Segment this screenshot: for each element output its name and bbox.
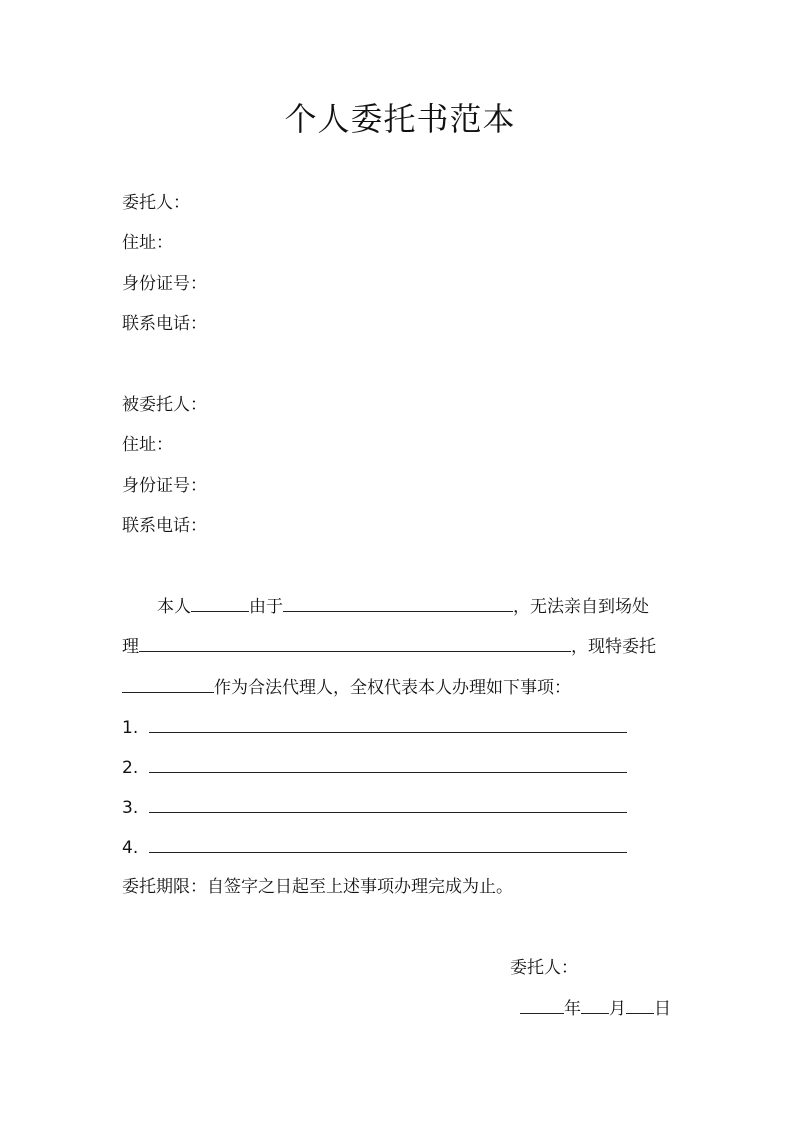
principal-name-label: 委托人：	[122, 193, 190, 213]
body-text-as-agent: 作为合法代理人，全权代表本人办理如下事项：	[214, 678, 571, 698]
item-row-3	[122, 797, 627, 819]
agent-address-label: 住址：	[122, 435, 173, 455]
body-line-1	[157, 596, 649, 618]
item-blank-4[interactable]	[149, 837, 627, 853]
year-label: 年	[564, 999, 581, 1019]
blank-matter[interactable]	[139, 636, 571, 652]
blank-principal-name[interactable]	[191, 596, 249, 612]
body-text-cannot-attend: ，无法亲自到场处	[513, 597, 649, 617]
signature-label: 委托人：	[510, 958, 578, 978]
body-text-self: 本人	[157, 597, 191, 617]
body-text-due-to: 由于	[249, 597, 283, 617]
principal-address-label: 住址：	[122, 233, 173, 253]
item-number: 1.	[122, 718, 139, 738]
blank-reason[interactable]	[283, 596, 513, 612]
month-label: 月	[609, 999, 626, 1019]
principal-phone-label: 联系电话：	[122, 314, 207, 334]
item-row-2	[122, 757, 627, 779]
day-label: 日	[654, 999, 671, 1019]
item-number: 2.	[122, 758, 139, 778]
body-text-hereby-entrust: ，现特委托	[571, 637, 656, 657]
blank-agent-name[interactable]	[122, 677, 214, 693]
item-number: 3.	[122, 798, 139, 818]
item-blank-1[interactable]	[149, 717, 627, 733]
item-row-4	[122, 837, 627, 859]
item-blank-3[interactable]	[149, 797, 627, 813]
body-line-2	[122, 636, 656, 658]
blank-year[interactable]	[520, 998, 564, 1014]
term-text: 委托期限：自签字之日起至上述事项办理完成为止。	[122, 877, 513, 897]
item-row-1	[122, 717, 627, 739]
principal-id-label: 身份证号：	[122, 274, 207, 294]
document-title: 个人委托书范本	[284, 100, 516, 138]
signature-date	[520, 998, 671, 1020]
item-blank-2[interactable]	[149, 757, 627, 773]
agent-phone-label: 联系电话：	[122, 516, 207, 536]
blank-day[interactable]	[626, 998, 654, 1014]
agent-name-label: 被委托人：	[122, 395, 207, 415]
item-number: 4.	[122, 838, 139, 858]
body-line-3	[122, 677, 571, 699]
agent-id-label: 身份证号：	[122, 476, 207, 496]
blank-month[interactable]	[581, 998, 609, 1014]
body-text-handle: 理	[122, 637, 139, 657]
